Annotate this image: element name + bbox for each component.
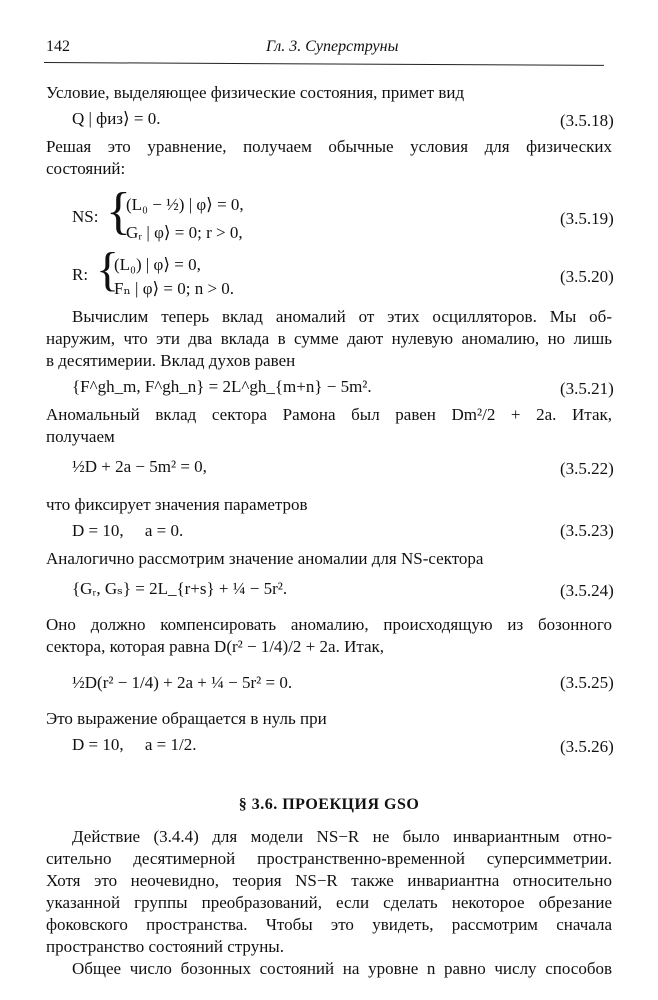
text-line: сительно десятимерной пространственно-временной суперсимметрии.: [46, 849, 612, 868]
text-line: наружим, что эти два вклада в сумме дают нулевую аномалию, но лишь: [46, 329, 612, 348]
section-title: § 3.6. ПРОЕКЦИЯ GSO: [238, 796, 420, 813]
equation-3-5-21: {F^gh_m, F^gh_n} = 2L^gh_{m+n} − 5m².: [72, 377, 372, 396]
brace-symbol: {: [106, 183, 131, 240]
text-line: Условие, выделяющее физические состояния, примет вид: [46, 83, 465, 102]
equation-number: (3.5.19): [560, 209, 614, 228]
page-header: [0, 36, 658, 60]
text-line: Оно должно компенсировать аномалию, происходящую из бозонного: [46, 615, 612, 634]
text-line: состояний:: [46, 159, 126, 178]
text-line: Это выражение обращается в нуль при: [46, 709, 327, 728]
equation-3-5-25: ½D(r² − 1/4) + 2a + ¼ − 5r² = 0.: [72, 673, 293, 692]
equation-number: (3.5.24): [560, 581, 614, 600]
header-rule: [44, 62, 604, 66]
text-line: фоковского пространства. Чтобы это увидеть, рассмотрим сначала: [46, 915, 612, 934]
equation-row: (L₀ − ½) | φ⟩ = 0,: [126, 195, 244, 214]
text-line: указанной группы преобразований, если сделать некоторое обрезание: [46, 893, 612, 912]
text-line: Общее число бозонных состояний на уровне n равно числу способов: [72, 959, 612, 978]
text-line: Аналогично рассмотрим значение аномалии для NS-сектора: [46, 549, 484, 568]
equation-number: (3.5.25): [560, 673, 614, 692]
equation-row: Fₙ | φ⟩ = 0; n > 0.: [114, 279, 235, 298]
page-number: 142: [46, 38, 70, 55]
equation-row: Gᵣ | φ⟩ = 0; r > 0,: [126, 223, 243, 242]
text-line: Решая это уравнение, получаем обычные условия для физических: [46, 137, 612, 156]
equation-3-5-18: Q | физ⟩ = 0.: [72, 109, 161, 128]
equation-number: (3.5.22): [560, 459, 614, 478]
equation-3-5-26: D = 10, a = 1/2.: [72, 735, 197, 754]
equation-number: (3.5.23): [560, 521, 614, 540]
equation-3-5-23: D = 10, a = 0.: [72, 521, 184, 540]
equation-3-5-24: {Gᵣ, Gₛ} = 2L_{r+s} + ¼ − 5r².: [72, 579, 288, 598]
text-line: Аномальный вклад сектора Рамона был равен Dm²/2 + 2a. Итак,: [46, 405, 612, 424]
equation-number: (3.5.26): [560, 737, 614, 756]
text-line: получаем: [46, 427, 115, 446]
equation-number: (3.5.20): [560, 267, 614, 286]
running-title: Гл. 3. Суперструны: [266, 38, 399, 55]
text-line: сектора, которая равна D(r² − 1/4)/2 + 2a. Итак,: [46, 637, 385, 656]
text-line: в десятимерии. Вклад духов равен: [46, 351, 296, 370]
equation-label: NS:: [72, 207, 99, 226]
text-line: Действие (3.4.4) для модели NS−R не было инвариантным отно-: [72, 827, 612, 846]
equation-3-5-22: ½D + 2a − 5m² = 0,: [72, 457, 207, 476]
text-line: Хотя это неочевидно, теория NS−R также инвариантна относительно: [46, 871, 612, 890]
text-line: Вычислим теперь вклад аномалий от этих осцилляторов. Мы об-: [72, 307, 612, 326]
equation-number: (3.5.21): [560, 379, 614, 398]
text-line: пространство состояний струны.: [46, 937, 284, 956]
equation-label: R:: [72, 265, 89, 284]
text-line: что фиксирует значения параметров: [46, 495, 308, 514]
equation-number: (3.5.18): [560, 111, 614, 130]
equation-row: (L₀) | φ⟩ = 0,: [114, 255, 201, 274]
brace-symbol: {: [96, 243, 120, 296]
